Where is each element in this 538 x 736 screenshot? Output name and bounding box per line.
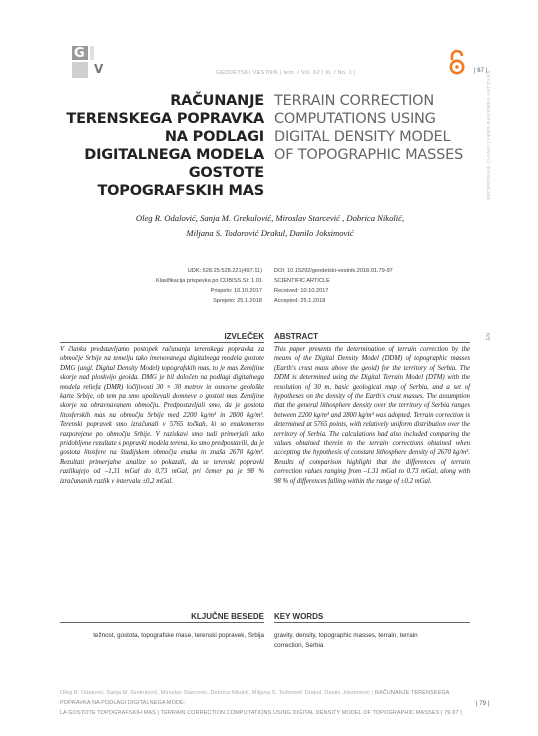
keywords-heading-sr: KLJUČNE BESEDE <box>191 612 264 621</box>
keywords-heading-en-rule <box>274 612 470 623</box>
authors <box>70 211 470 241</box>
logo-letter-g: G <box>74 46 85 61</box>
abstract-text-en: This paper presents the determination of terrain correction by the means of the Digital Density Model (DDM) of topographic masses (Earth's crust mass above the geoid) for the territory of Serbia. The DDM is determined using the Digital Terrain Model (DTM) with the resolution of 30 m, basic geological map of Serbia, and a set of hypotheses on the density of the Earth's crust masses. The assumption that the general lithosphere density over the territory of Serbia ranges between 2200 kg/m³ and 2800 kg/m³ was adopted. Terrain correction is determined at 5765 points, with relatively uniform distribution over the territory of Serbia. The calculations had also included comparing the values obtained therein to the terrain corrections obtained when accepting the hypothesis of constant lithosphere density of 2670 kg/m³. Results of comparison highlight that the differences of terrain correction values ranging from –1.31 mGal to 0.73 mGal, along with 98 % of differences falling within the range of ±0.2 mGal. <box>274 346 470 485</box>
page-tag: | 67 | <box>474 68 488 74</box>
journal-header: GEODETSKI VESTNIK | letn. / Vol. 62 | št. / No. 1 | <box>216 70 356 76</box>
side-label: RECENZIRANI ČLANKI | PEER-REVIEWED ARTICLES <box>486 70 491 200</box>
citation-title-rest: LA GOSTOTE TOPOGRAFSKIH MAS | TERRAIN CORRECTION COMPUTATIONS USING DIGITAL DENSITY MODEL OF TOPOGRAPHIC MASSES | 79-97 | <box>60 710 462 716</box>
cobiss-class: Klasifikacija prispevka po COBISS.SI: 1.01 <box>155 278 262 284</box>
article-type: SCIENTIFIC ARTICLE <box>274 278 330 284</box>
abstract-heading-sr: IZVLEČEK <box>220 332 264 341</box>
abstract-heading-en: ABSTRACT <box>274 332 318 341</box>
authors-line-2: Miljana S. Todorović Drakul, Danilo Joksimović <box>186 228 354 238</box>
title-english: TERRAIN CORRECTION COMPUTATIONS USING DIGITAL DENSITY MODEL OF TOPOGRAPHIC MASSES <box>274 93 464 163</box>
authors-line-1: Oleg R. Odalović, Sanja M. Grekulović, Miroslav Starcević , Dobrica Nikolić, <box>135 213 405 223</box>
keywords-heading-en: KEY WORDS <box>274 612 324 621</box>
doi: DOI: 10.15292/geodetski-vestnik.2018.01.79-97 <box>274 268 393 274</box>
keywords-sr: težnost, gostota, topografske mase, terenski popravek, Srbija <box>93 632 264 639</box>
open-access-icon <box>448 50 466 76</box>
citation-footer <box>60 688 470 718</box>
abstract-text-sr: V članku predstavljamo postopek računanja terenskega popravka za območje Srbije na temelju tako imenovanega digitalnega modela gostote DMG (angl. Digital Density Model) topografskih mas, to je mas Zemljine skorje nad ploskvijo geoida. DMG je bil določen na podlagi digitalnega modela reliefa (DMR) ločljivosti 30 × 30 metrov in osnovne geološke karte Srbije, ob tem pa smo upoštevali domneve o gostoti mas Zemljine skorje na obravnavanem območju. Predpostavljali smo, da je gostota litosferskih mas na območju Srbije med 2200 kg/m³ in 2800 kg/m³. Terenski popravek smo izračunali v 5765 točkah, ki so enakomerno razporejene po območju Srbije. V raziskavi smo tudi primerjali tako pridobljene rezultate s popravki modela terena, ko smo predpostavili, da je gostota litosfere na študijskem območju enaka in znaša 2670 kg/m³. Rezultati primerjalne analize so pokazali, da se terenski popravki razlikujejo od –1,31 mGal do 0,73 mGal, pri čemer pa je 98 % izračunanih razlik v intervalu ±0,2 mGal. <box>60 346 264 485</box>
citation-title-sr: RAČUNANJE TERENSKEGA POPRAVKA NA PODLAGI DIGITALNEGA MODE- <box>60 690 450 706</box>
received-sr: Prispelo: 10.10.2017 <box>210 288 262 294</box>
journal-logo <box>72 46 108 78</box>
accepted-en: Accepted: 25.1.2018 <box>274 298 326 304</box>
udc: UDK: 528.25:528.221(497.11) <box>187 268 262 274</box>
keywords-en: gravity, density, topographic masses, terrain, terrain correction, Serbia <box>274 632 418 649</box>
page-number: | 79 | <box>476 701 490 707</box>
keywords-heading-sr-rule <box>60 612 264 623</box>
citation-authors: Oleg R. Odalović, Sanja M. Grekulović, Miroslav Starcević, Dobrica Nikolić, Miljana S. Todorović Drakul, Danilo Joksimović | <box>60 690 374 696</box>
received-en: Received: 10.10.2017 <box>274 288 329 294</box>
accepted-sr: Sprejeto: 25.1.2018 <box>213 298 262 304</box>
meta-right <box>274 266 424 306</box>
meta-left <box>150 266 262 306</box>
abstract-heading-en-rule <box>274 332 470 343</box>
title-slovene: RAČUNANJE TERENSKEGA POPRAVKA NA PODLAGI DIGITALNEGA MODELA GOSTOTE TOPOGRAFSKIH MAS <box>66 93 264 199</box>
language-tag: EN <box>486 333 492 340</box>
logo-letter-v: V <box>94 62 104 76</box>
abstract-heading-sr-rule <box>60 332 264 343</box>
